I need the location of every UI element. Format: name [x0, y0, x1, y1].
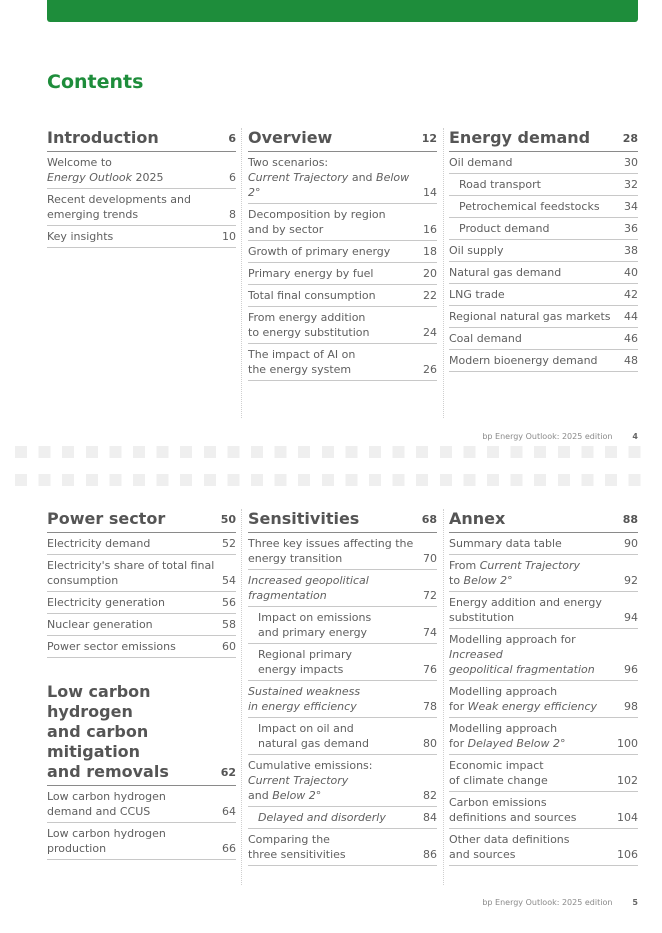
toc-entry-text: Other data definitions and sources	[449, 833, 570, 861]
toc-entry-text: Primary energy by fuel	[248, 267, 374, 280]
toc-entry-label	[248, 263, 419, 284]
toc-entry-text: Regional primary energy impacts	[258, 648, 352, 676]
toc-entry-page: 10	[222, 230, 236, 243]
footer-page-number: 4	[632, 432, 638, 441]
toc-entry-text: Modelling approach for	[449, 633, 576, 646]
toc-entry-page: 46	[624, 332, 638, 345]
toc-entry[interactable]	[47, 555, 236, 592]
toc-entry-page: 84	[423, 811, 437, 824]
toc-entry-page: 70	[423, 552, 437, 565]
section-title: Low carbon hydrogen and carbon mitigation and removals	[47, 682, 169, 781]
section-heading	[248, 509, 437, 533]
toc-entry[interactable]	[47, 786, 236, 823]
toc-entry-text: Cumulative emissions:	[248, 759, 373, 772]
toc-entry-label	[449, 152, 620, 173]
section-heading	[248, 128, 437, 152]
toc-entry-text: Road transport	[459, 178, 541, 191]
section-spacer	[47, 658, 236, 682]
toc-entry-text: Oil supply	[449, 244, 504, 257]
toc-entry-text: Modelling approach for	[449, 722, 558, 750]
toc-entry-page: 48	[624, 354, 638, 367]
toc-entry-page: 72	[423, 589, 437, 602]
toc-entry[interactable]	[47, 636, 236, 658]
toc-entry-page: 22	[423, 289, 437, 302]
section-heading	[47, 128, 236, 152]
column-divider	[443, 509, 444, 885]
toc-entry-page: 64	[222, 805, 236, 818]
toc-entry-label	[449, 306, 620, 327]
toc-entry-page: 86	[423, 848, 437, 861]
toc-entry[interactable]	[449, 328, 638, 350]
toc-entry-label	[47, 592, 218, 613]
toc-entry[interactable]	[248, 718, 437, 755]
column-divider	[241, 509, 242, 885]
toc-column-overview	[248, 128, 437, 381]
toc-entry-text: From energy addition to energy substitution	[248, 311, 370, 339]
footer-text: bp Energy Outlook: 2025 edition	[482, 898, 613, 907]
toc-entry-text: Low carbon hydrogen demand and CCUS	[47, 790, 166, 818]
toc-entry[interactable]	[449, 218, 638, 240]
toc-entry[interactable]	[248, 263, 437, 285]
toc-entry-text: Sustained weakness in energy efficiency	[248, 685, 361, 713]
toc-entry-label	[449, 218, 620, 239]
toc-entry-text: Summary data table	[449, 537, 562, 550]
toc-entry-text: Electricity generation	[47, 596, 165, 609]
toc-entry-label	[449, 240, 620, 261]
toc-entry-text: Modern bioenergy demand	[449, 354, 598, 367]
toc-column-annex	[449, 509, 638, 866]
toc-entry-page: 30	[624, 156, 638, 169]
footer-page-number: 5	[632, 898, 638, 907]
toc-entry-text: LNG trade	[449, 288, 505, 301]
toc-entry[interactable]	[449, 592, 638, 629]
page-break-perforation	[15, 446, 647, 458]
toc-entry-text: Natural gas demand	[449, 266, 562, 279]
toc-entry-label	[248, 152, 419, 203]
toc-entry-text: Below 2°	[463, 574, 513, 587]
toc-entry[interactable]	[449, 174, 638, 196]
section-title: Energy demand	[449, 128, 591, 147]
toc-entry-text: and	[248, 789, 269, 802]
toc-entry-text: Energy Outlook	[47, 171, 133, 184]
toc-entry-page: 52	[222, 537, 236, 550]
toc-entry-page: 58	[222, 618, 236, 631]
toc-entry[interactable]	[47, 533, 236, 555]
toc-entry[interactable]	[449, 350, 638, 372]
toc-entry-label	[449, 829, 613, 865]
toc-entry[interactable]	[248, 607, 437, 644]
section-page-number: 28	[622, 132, 638, 145]
toc-entry[interactable]	[248, 644, 437, 681]
toc-entry-label	[248, 570, 419, 606]
toc-entry-label	[248, 718, 419, 754]
toc-entry[interactable]	[47, 592, 236, 614]
toc-entry-text: 2025	[132, 171, 164, 184]
toc-entry-text: Product demand	[459, 222, 550, 235]
section-title: Overview	[248, 128, 333, 147]
toc-entry-page: 98	[624, 700, 638, 713]
toc-entry[interactable]	[248, 344, 437, 381]
toc-entry-page: 14	[423, 186, 437, 199]
toc-entry-page: 76	[423, 663, 437, 676]
section-page-number: 50	[220, 513, 236, 526]
page-footer-4	[482, 432, 638, 441]
toc-entry-label	[449, 681, 620, 717]
toc-column-sensitivities	[248, 509, 437, 866]
toc-entry-text: The impact of AI on the energy system	[248, 348, 356, 376]
toc-entry-page: 8	[229, 208, 236, 221]
toc-entry-text: Total final consumption	[248, 289, 376, 302]
toc-entry-page: 100	[617, 737, 638, 750]
toc-entry[interactable]	[449, 306, 638, 328]
toc-entry-text: From	[449, 559, 480, 572]
toc-entry-page: 94	[624, 611, 638, 624]
toc-entry-text: Decomposition by region and by sector	[248, 208, 386, 236]
toc-entry-label	[449, 533, 620, 554]
section-heading	[47, 682, 236, 786]
toc-entry[interactable]	[449, 555, 638, 592]
toc-entry-page: 32	[624, 178, 638, 191]
toc-entry[interactable]	[248, 829, 437, 866]
toc-entry-label	[47, 226, 218, 247]
toc-entry-label	[248, 307, 419, 343]
toc-entry[interactable]	[449, 718, 638, 755]
toc-entry-label	[47, 189, 225, 225]
toc-entry-text: Electricity's share of total final consumption	[47, 559, 215, 587]
toc-entry-label	[449, 718, 613, 754]
toc-entry-label	[248, 607, 419, 643]
toc-entry-label	[47, 636, 218, 657]
toc-entry-text: Delayed and disorderly	[258, 811, 386, 824]
toc-entry[interactable]	[449, 829, 638, 866]
section-title: Sensitivities	[248, 509, 360, 528]
toc-entry[interactable]	[449, 152, 638, 174]
column-divider	[241, 128, 242, 418]
toc-entry-page: 40	[624, 266, 638, 279]
toc-entry-label	[449, 629, 620, 680]
toc-entry-text: Three key issues affecting the energy transition	[248, 537, 414, 565]
toc-entry-label	[449, 284, 620, 305]
toc-entry-text: Impact on oil and natural gas demand	[258, 722, 369, 750]
toc-entry-text: Economic impact of climate change	[449, 759, 548, 787]
toc-entry-page: 90	[624, 537, 638, 550]
toc-entry-label	[248, 533, 419, 569]
section-title: Annex	[449, 509, 506, 528]
toc-entry[interactable]	[449, 533, 638, 555]
header-green-bar	[47, 0, 638, 22]
toc-entry-text: Regional natural gas markets	[449, 310, 611, 323]
toc-entry-text: Increased geopolitical fragmentation	[449, 648, 595, 676]
toc-entry-label	[47, 555, 218, 591]
section-page-number: 6	[228, 132, 236, 145]
page-footer-5	[482, 898, 638, 907]
section-heading	[47, 509, 236, 533]
toc-entry-page: 96	[624, 663, 638, 676]
toc-entry-page: 38	[624, 244, 638, 257]
toc-entry[interactable]	[47, 614, 236, 636]
section-title: Power sector	[47, 509, 166, 528]
toc-entry-label	[248, 344, 419, 380]
column-divider	[443, 128, 444, 418]
toc-entry-text: Below 2°	[272, 789, 322, 802]
section-page-number: 88	[622, 513, 638, 526]
section-page-number: 62	[220, 766, 236, 779]
toc-entry-text: Modelling approach for	[449, 685, 558, 713]
toc-entry-page: 60	[222, 640, 236, 653]
toc-entry[interactable]	[449, 262, 638, 284]
toc-entry[interactable]	[248, 681, 437, 718]
toc-entry[interactable]	[248, 307, 437, 344]
toc-entry-text: Current Trajectory	[248, 774, 349, 787]
toc-entry-label	[248, 807, 419, 828]
toc-entry-label	[449, 755, 613, 791]
toc-entry[interactable]	[449, 681, 638, 718]
toc-entry-page: 74	[423, 626, 437, 639]
toc-column-power-sector	[47, 509, 236, 860]
toc-entry[interactable]	[449, 196, 638, 218]
toc-entry-page: 92	[624, 574, 638, 587]
toc-entry-text: Current Trajectory	[479, 559, 581, 572]
page-title: Contents	[47, 71, 144, 93]
toc-entry-label	[248, 285, 419, 306]
toc-entry-label	[248, 681, 419, 717]
toc-entry-page: 66	[222, 842, 236, 855]
toc-entry-label	[47, 823, 218, 859]
toc-entry-page: 80	[423, 737, 437, 750]
toc-entry-label	[47, 152, 225, 188]
toc-entry-page: 36	[624, 222, 638, 235]
toc-entry-page: 6	[229, 171, 236, 184]
toc-entry-text: to	[449, 574, 461, 587]
toc-entry-page: 44	[624, 310, 638, 323]
toc-entry-text: Coal demand	[449, 332, 522, 345]
toc-entry-label	[449, 196, 620, 217]
toc-entry-text: Growth of primary energy	[248, 245, 391, 258]
toc-entry-label	[449, 555, 620, 591]
toc-entry-text: Two scenarios:	[248, 156, 329, 169]
toc-entry-label	[449, 262, 620, 283]
toc-column-introduction	[47, 128, 236, 248]
toc-entry-page: 34	[624, 200, 638, 213]
toc-entry-page: 20	[423, 267, 437, 280]
toc-column-energy-demand	[449, 128, 638, 372]
toc-entry-text: Comparing the three sensitivities	[248, 833, 346, 861]
toc-entry[interactable]	[248, 533, 437, 570]
toc-entry[interactable]	[248, 755, 437, 807]
toc-entry-text: Below 2°	[248, 171, 410, 199]
toc-entry-label	[449, 592, 620, 628]
toc-entry-page: 56	[222, 596, 236, 609]
toc-entry-label	[47, 533, 218, 554]
footer-text: bp Energy Outlook: 2025 edition	[482, 432, 613, 441]
toc-entry-label	[47, 614, 218, 635]
toc-entry[interactable]	[47, 152, 236, 189]
toc-entry-page: 26	[423, 363, 437, 376]
toc-entry-text: Weak energy efficiency	[467, 700, 598, 713]
toc-entry-page: 16	[423, 223, 437, 236]
section-heading	[449, 509, 638, 533]
toc-entry-label	[449, 350, 620, 371]
toc-entry-text: Electricity demand	[47, 537, 151, 550]
toc-entry-text: Low carbon hydrogen production	[47, 827, 166, 855]
toc-entry-label	[248, 644, 419, 680]
toc-entry[interactable]	[449, 284, 638, 306]
toc-entry-page: 54	[222, 574, 236, 587]
toc-entry-text: Oil demand	[449, 156, 513, 169]
toc-entry[interactable]	[47, 823, 236, 860]
toc-entry-text: Petrochemical feedstocks	[459, 200, 600, 213]
toc-entry[interactable]	[248, 285, 437, 307]
toc-entry-page: 42	[624, 288, 638, 301]
toc-entry-text: Key insights	[47, 230, 114, 243]
toc-entry-text: Increased geopolitical fragmentation	[248, 574, 369, 602]
toc-entry[interactable]	[248, 152, 437, 204]
toc-entry-label	[248, 829, 419, 865]
toc-entry-label	[248, 204, 419, 240]
section-title: Introduction	[47, 128, 159, 147]
toc-entry[interactable]	[248, 204, 437, 241]
toc-entry-page: 106	[617, 848, 638, 861]
toc-entry[interactable]	[449, 755, 638, 792]
toc-entry-page: 82	[423, 789, 437, 802]
section-heading	[449, 128, 638, 152]
toc-entry[interactable]	[449, 792, 638, 829]
toc-entry[interactable]	[248, 570, 437, 607]
toc-entry-label	[449, 328, 620, 349]
toc-entry-text: and	[348, 171, 377, 184]
toc-entry-text: Impact on emissions and primary energy	[258, 611, 372, 639]
toc-entry-page: 24	[423, 326, 437, 339]
toc-entry-label	[449, 792, 613, 828]
toc-entry-label	[248, 241, 419, 262]
toc-entry-label	[449, 174, 620, 195]
toc-entry[interactable]	[47, 226, 236, 248]
toc-entry-text: Delayed Below 2°	[467, 737, 566, 750]
toc-entry-text: Nuclear generation	[47, 618, 153, 631]
toc-entry-page: 18	[423, 245, 437, 258]
section-page-number: 12	[421, 132, 437, 145]
toc-entry-text: Carbon emissions definitions and sources	[449, 796, 577, 824]
toc-entry-page: 104	[617, 811, 638, 824]
toc-entry-page: 78	[423, 700, 437, 713]
toc-entry[interactable]	[248, 241, 437, 263]
toc-entry[interactable]	[449, 240, 638, 262]
toc-entry[interactable]	[248, 807, 437, 829]
toc-entry-text: Power sector emissions	[47, 640, 176, 653]
toc-entry[interactable]	[449, 629, 638, 681]
toc-entry-text: Current Trajectory	[248, 171, 349, 184]
toc-entry-label	[47, 786, 218, 822]
toc-entry-text: Welcome to	[47, 156, 112, 169]
toc-entry[interactable]	[47, 189, 236, 226]
toc-entry-text: Energy addition and energy substitution	[449, 596, 602, 624]
toc-entry-label	[248, 755, 419, 806]
page-break-perforation	[15, 474, 647, 486]
toc-entry-page: 102	[617, 774, 638, 787]
toc-entry-text: Recent developments and emerging trends	[47, 193, 191, 221]
section-page-number: 68	[421, 513, 437, 526]
